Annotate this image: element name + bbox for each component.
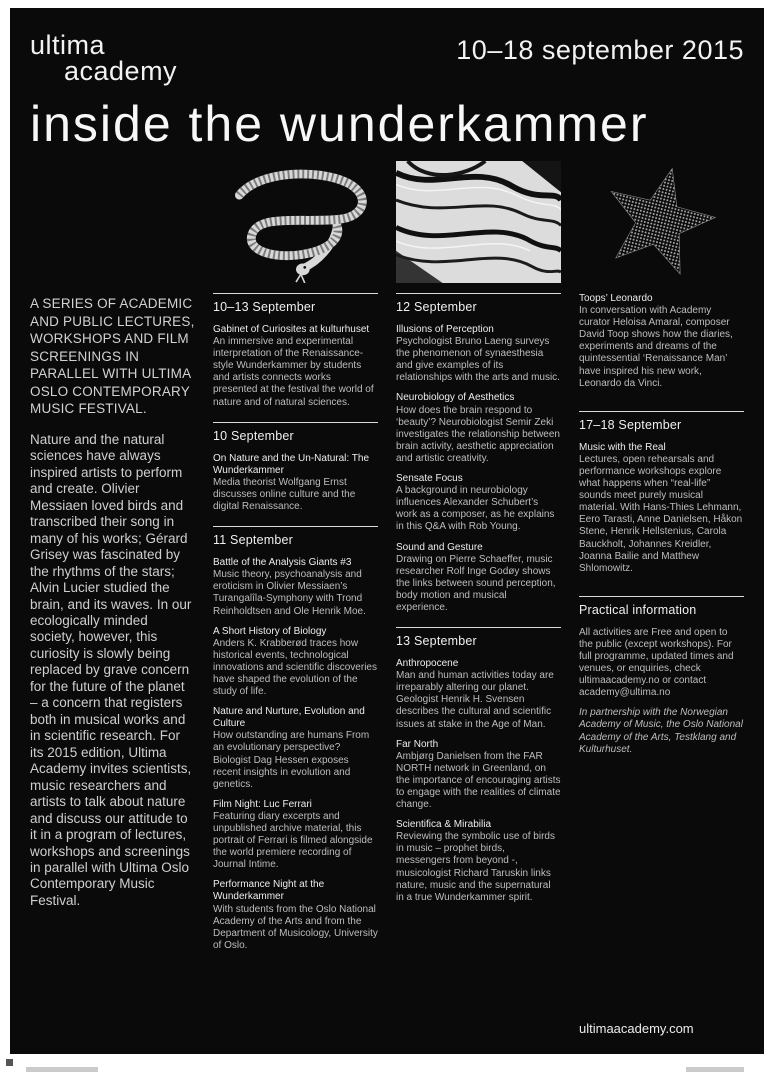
event: [213, 799, 378, 872]
practical-info: [579, 627, 744, 700]
event-title: Illusions of Perception: [396, 324, 494, 335]
section-13-september: [396, 627, 561, 904]
event-description: Reviewing the symbolic use of birds in music – prophet birds, messengers from beyond -, musicologist Richard Taruskin links nature, music and the supernatural in a true Wunderkammer spirit.: [396, 831, 555, 903]
section-17-18-september: [579, 411, 744, 583]
event-title: Performance Night at the Wunderkammer: [213, 879, 325, 903]
event-description: Psychologist Bruno Laeng surveys the phenomenon of synaesthesia and give examples of its relationships with the arts and music.: [396, 336, 560, 384]
event-title: Battle of the Analysis Giants #3: [213, 557, 352, 569]
event: [396, 658, 561, 731]
intro-column: [30, 293, 195, 1036]
event: [396, 473, 561, 533]
practical-info-text: All activities are Free and open to the public (except workshops). For full programme, updated times and venues, or enquiries, check ultimaacademy.no or contact academy@ultima.no: [579, 626, 734, 699]
event-description: With students from the Oslo National Academy of the Arts and from the Department of Musicology, University of Oslo.: [213, 903, 378, 951]
event-description: Anders K. Krabberød traces how historical events, technological innovations and scientific discoveries have shaped the evolution of the study of life.: [213, 637, 377, 698]
event-title: Far North: [396, 738, 439, 750]
event-title: Music with the Real: [579, 441, 666, 453]
event: [213, 324, 378, 409]
event-description: Music theory, psychoanalysis and eroticism in Olivier Messiaen’s Turangalîla-Symphony with Trond Reinholdtsen and Ole Henrik Moe.: [213, 569, 366, 617]
event-title: Toops’ Leonardo: [579, 293, 653, 304]
partnership-note-text: In partnership with the Norwegian Academy of Music, the Oslo National Academy of the Arts, Testklang and Kulturhuset.: [579, 707, 743, 755]
ultima-academy-logo: [30, 32, 177, 85]
event-description: Featuring diary excerpts and unpublished archive material, this portrait of Ferrari is filmed alongside the world premiere recording of Journal Intime.: [213, 810, 373, 871]
event-title: Film Night: Luc Ferrari: [213, 798, 312, 810]
event: [396, 739, 561, 812]
event: [396, 324, 561, 384]
schedule-column-3: [579, 293, 744, 1036]
print-mark-right: [686, 1067, 744, 1072]
event: [213, 557, 378, 617]
event-description: In conversation with Academy curator Heloisa Amaral, composer David Toop shows how the diaries, experiments and dreams of the quintessential ‘Renaissance Man’ have inspired his new work, Leonardo da Vinci.: [579, 305, 733, 389]
event-description: Media theorist Wolfgang Ernst discusses online culture and the digital Renaissance.: [213, 476, 356, 513]
snake-engraving-image: [213, 161, 378, 283]
section-toops-leonardo: [579, 293, 744, 398]
section-date-heading: 12 September: [396, 293, 561, 314]
event-description: How does the brain respond to ‘beauty’? Neurobiologist Semir Zeki investigates the relationship between brain activity, aesthetic appreciation and artistic creativity.: [396, 404, 560, 464]
event-description: Drawing on Pierre Schaeffer, music researcher Rolf Inge Godøy shows the links between sound perception, body motion and musical experience.: [396, 553, 556, 613]
event-description: An immersive and experimental interpretation of the Renaissance-style Wunderkammer by students and artists connects works presented at the festival the world of nature and of natural sciences.: [213, 336, 374, 408]
website-url: ultimaacademy.com: [579, 1021, 694, 1036]
section-date-heading: 11 September: [213, 526, 378, 547]
logo-line-1: ultima: [30, 30, 106, 60]
event: [213, 879, 378, 952]
print-mark-corner: [6, 1059, 13, 1066]
event: [213, 453, 378, 513]
event-title: Nature and Nurture, Evolution and Culture: [213, 706, 365, 730]
logo-line-2: academy: [64, 56, 178, 86]
event-title: Neurobiology of Aesthetics: [396, 392, 515, 404]
event: [213, 626, 378, 699]
event-description: Man and human activities today are irreparably altering our planet. Geologist Henrik H. Svensen describes the cultural and scientific issues at stake in the Age of Man.: [396, 670, 554, 730]
event-description: A background in neurobiology influences Alexander Schubert’s work as a composer, as he explains in this Q&A with Rob Young.: [396, 485, 555, 533]
event-title: A Short History of Biology: [213, 625, 327, 637]
section-date-heading: 17–18 September: [579, 411, 744, 432]
section-11-september: [213, 526, 378, 952]
event: [579, 442, 744, 575]
event-description: How outstanding are humans From an evolutionary perspective? Biologist Dag Hessen exposes recent insights in evolution and genetics.: [213, 730, 370, 790]
event-description: Lectures, open rehearsals and performance workshops explore what happens when “real-life” sounds meet purely musical material. With Hans-Thies Lehmann, Eero Tarasti, Anne Danielsen, Håkon Stene, Henrik Hellstenius, Carola Bauckholt, Johannes Kreidler, Joanna Bailie and Matthew Shlomowitz.: [579, 453, 743, 574]
starfish-image: [579, 161, 744, 283]
section-10-13-september: [213, 293, 378, 409]
marbled-paper-image: [396, 161, 561, 283]
event-title: Anthropocene: [396, 658, 459, 670]
event: [213, 706, 378, 791]
section-10-september: [213, 422, 378, 513]
schedule-column-1: [213, 293, 378, 1036]
festival-dates: 10–18 september 2015: [456, 35, 744, 65]
print-mark-left: [26, 1067, 98, 1072]
intro-lead: A SERIES OF ACADEMIC AND PUBLIC LECTURES, WORKSHOPS AND FILM SCREENINGS IN PARALLEL WITH ULTIMA OSLO CONTEMPORARY MUSIC FESTIVAL.: [30, 296, 195, 417]
event-title: Sensate Focus: [396, 473, 463, 485]
schedule-column-2: [396, 293, 561, 1036]
event-title: Gabinet of Curiosites at kulturhuset: [213, 324, 370, 335]
section-date-heading: 10–13 September: [213, 293, 378, 314]
section-date-heading: 10 September: [213, 422, 378, 443]
section-12-september: [396, 293, 561, 614]
event: [579, 293, 744, 390]
section-heading: Practical information: [579, 596, 744, 617]
section-date-heading: 13 September: [396, 627, 561, 648]
section-practical-information: [579, 596, 744, 764]
event: [396, 819, 561, 904]
event-title: On Nature and the Un-Natural: The Wunderkammer: [213, 452, 370, 476]
event: [396, 542, 561, 615]
content-grid: [30, 161, 744, 1036]
poster-title: inside the wunderkammer: [30, 96, 649, 152]
poster-header: [30, 32, 744, 85]
poster: [10, 8, 764, 1054]
event-title: Scientifica & Mirabilia: [396, 819, 492, 831]
intro-body: Nature and the natural sciences have always inspired artists to perform and create. Olivier Messiaen loved birds and transcribed their song in many of his works; Gérard Grisey was fascinated by the rhythms of the stars; Alvin Lucier studied the brain, and its waves. In our ecologically minded society, however, this curiosity is slowly being replaced by grave concern for the future of the planet – a concern that registers both in musical works and in scientific research. For its 2015 edition, Ultima Academy invites scientists, music researchers and artists to talk about nature and discuss our attitude to it in a program of lectures, workshops and screenings in parallel with Ultima Oslo Contemporary Music Festival.: [30, 431, 192, 908]
partnership-note: [579, 707, 744, 755]
event: [396, 392, 561, 465]
event-description: Ambjørg Danielsen from the FAR NORTH network in Greenland, on the importance of encouraging artists to engage with the realities of climate change.: [396, 750, 561, 811]
event-title: Sound and Gesture: [396, 541, 483, 553]
